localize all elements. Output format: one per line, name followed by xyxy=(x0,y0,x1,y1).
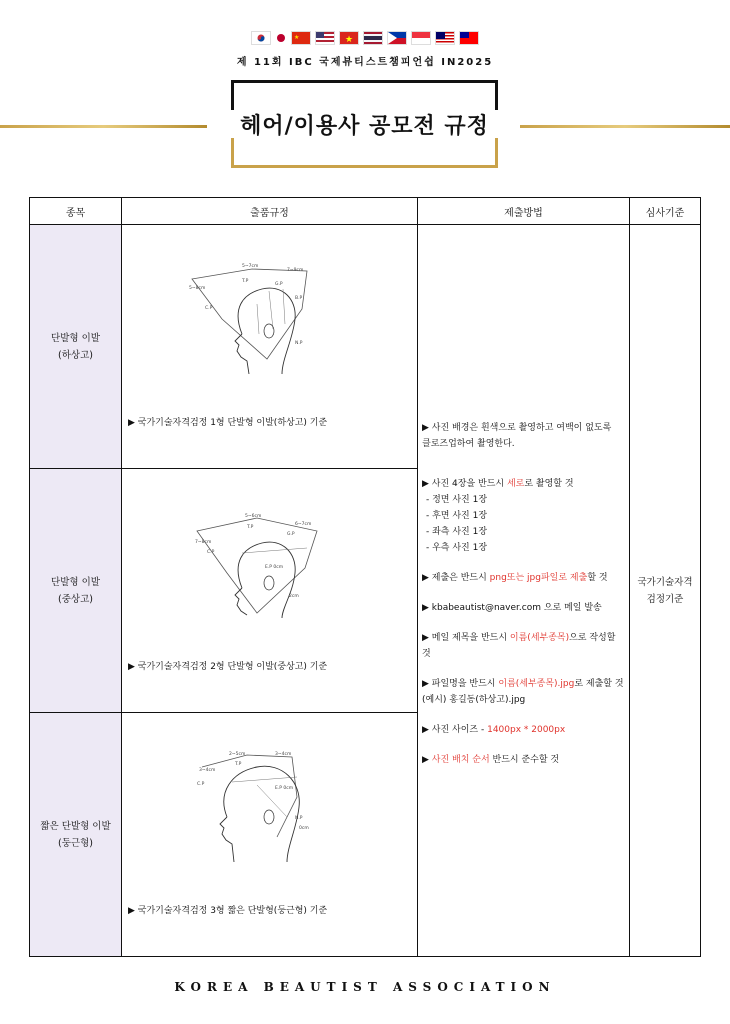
south-korea-flag xyxy=(251,31,271,45)
category-name: 짧은 단발형 이발 xyxy=(40,820,111,832)
diagram-label: T.P xyxy=(235,762,242,767)
method-background: ▶ 사진 배경은 흰색으로 촬영하고 여백이 없도록 클로즈업하여 촬영한다. xyxy=(422,423,612,449)
vietnam-flag xyxy=(339,31,359,45)
philippines-flag xyxy=(387,31,407,45)
haircut-diagram-3 xyxy=(187,737,357,862)
header-rule: 출품규정 xyxy=(122,198,418,225)
diagram-label: 5~6cm xyxy=(245,514,262,519)
table-header-row xyxy=(30,198,701,225)
page-title: 헤어/이용사 공모전 규정 xyxy=(240,114,489,139)
method-photo-count: ▶ 사진 4장을 반드시 세로로 촬영할 것 xyxy=(422,479,574,489)
singapore-flag xyxy=(411,31,431,45)
submission-method-cell xyxy=(418,225,630,957)
china-flag xyxy=(291,31,311,45)
gold-divider-left xyxy=(0,125,207,128)
category-name: 단발형 이발 xyxy=(51,332,100,344)
category-subname: (하상고) xyxy=(58,349,93,361)
thailand-flag xyxy=(363,31,383,45)
diagram-label: 6~7cm xyxy=(295,522,312,527)
diagram-label: B.P xyxy=(295,296,303,301)
gold-divider-right xyxy=(520,125,730,128)
usa-flag xyxy=(315,31,335,45)
footer-association-name: KOREA BEAUTIST ASSOCIATION xyxy=(174,980,556,994)
diagram-label: C.P xyxy=(207,550,215,555)
rule-cell xyxy=(122,713,418,957)
method-file-format: ▶ 제출은 반드시 png또는 jpg파일로 제출할 것 xyxy=(422,573,608,583)
rule-text: ▶ 국가기술자격검정 1형 단발형 이발(하상고) 기준 xyxy=(128,418,328,428)
diagram-label: 0cm xyxy=(299,826,309,831)
header-judge: 심사기준 xyxy=(630,198,701,225)
header-method: 제출방법 xyxy=(418,198,630,225)
japan-flag xyxy=(275,31,287,45)
diagram-label: C.P xyxy=(197,782,205,787)
list-item: - 좌측 사진 1장 xyxy=(426,527,488,537)
malaysia-flag xyxy=(435,31,455,45)
diagram-label: T.P xyxy=(242,279,249,284)
diagram-label: G.P xyxy=(275,282,283,287)
judge-criteria-cell xyxy=(630,225,701,957)
diagram-label: G.P xyxy=(287,532,295,537)
rule-cell xyxy=(122,469,418,713)
diagram-label: N.P xyxy=(295,816,303,821)
category-name: 단발형 이발 xyxy=(51,576,100,588)
category-cell xyxy=(30,713,122,957)
rule-text: ▶ 국가기술자격검정 3형 짧은 단발형(둥근형) 기준 xyxy=(128,906,328,916)
method-mail-subject: ▶ 메일 제목을 반드시 이름(세부종목)으로 작성할 것 xyxy=(422,633,616,659)
category-subname: (중상고) xyxy=(58,593,93,605)
list-item: - 후면 사진 1장 xyxy=(426,511,488,521)
event-subtitle: 제 11회 IBC 국제뷰티스트챔피언쉽 IN2025 xyxy=(236,57,494,68)
taiwan-flag xyxy=(459,31,479,45)
judge-criteria-line1: 국가기술자격 xyxy=(637,576,693,588)
diagram-label: 3~4cm xyxy=(199,768,216,773)
title-frame xyxy=(231,80,498,168)
haircut-diagram-2 xyxy=(187,493,357,618)
svg-text:★: ★ xyxy=(294,34,300,41)
category-subname: (둥근형) xyxy=(58,837,93,849)
diagram-label: 7~8cm xyxy=(195,540,212,545)
diagram-label: E.P 0cm xyxy=(265,565,284,570)
diagram-label: 7~9cm xyxy=(287,268,304,273)
diagram-label: 5~8cm xyxy=(189,286,206,291)
table-row xyxy=(30,225,701,469)
flag-row xyxy=(0,31,730,45)
rule-cell xyxy=(122,225,418,469)
diagram-label: 2~5cm xyxy=(229,752,246,757)
diagram-label: N.P xyxy=(295,341,303,346)
svg-text:★: ★ xyxy=(345,35,354,44)
category-cell xyxy=(30,469,122,713)
list-item: - 우측 사진 1장 xyxy=(426,543,488,553)
method-email: ▶ kbabeautist@naver.com 으로 메일 발송 xyxy=(422,603,602,613)
diagram-label: T.P xyxy=(247,525,254,530)
method-photo-order: ▶ 사진 배치 순서 반드시 준수할 것 xyxy=(422,755,560,765)
category-cell xyxy=(30,225,122,469)
method-file-name: ▶ 파일명을 반드시 이름(세부종목).jpg로 제출할 것 (예시) 홍길동(하상고).jpg xyxy=(422,679,624,705)
diagram-label: 3~4cm xyxy=(275,752,292,757)
method-photo-size: ▶ 사진 사이즈 - 1400px * 2000px xyxy=(422,725,566,735)
diagram-label: E.P 0cm xyxy=(275,786,294,791)
diagram-label: 2cm xyxy=(289,594,299,599)
rule-text: ▶ 국가기술자격검정 2형 단발형 이발(중상고) 기준 xyxy=(128,662,328,672)
diagram-label: 5~7cm xyxy=(242,264,259,269)
photo-list xyxy=(422,492,625,556)
haircut-diagram-1 xyxy=(187,249,357,374)
diagram-label: C.P xyxy=(205,306,213,311)
list-item: - 정면 사진 1장 xyxy=(426,495,488,505)
judge-criteria-line2: 검정기준 xyxy=(646,593,684,605)
rules-table xyxy=(29,197,701,957)
header-category: 종목 xyxy=(30,198,122,225)
